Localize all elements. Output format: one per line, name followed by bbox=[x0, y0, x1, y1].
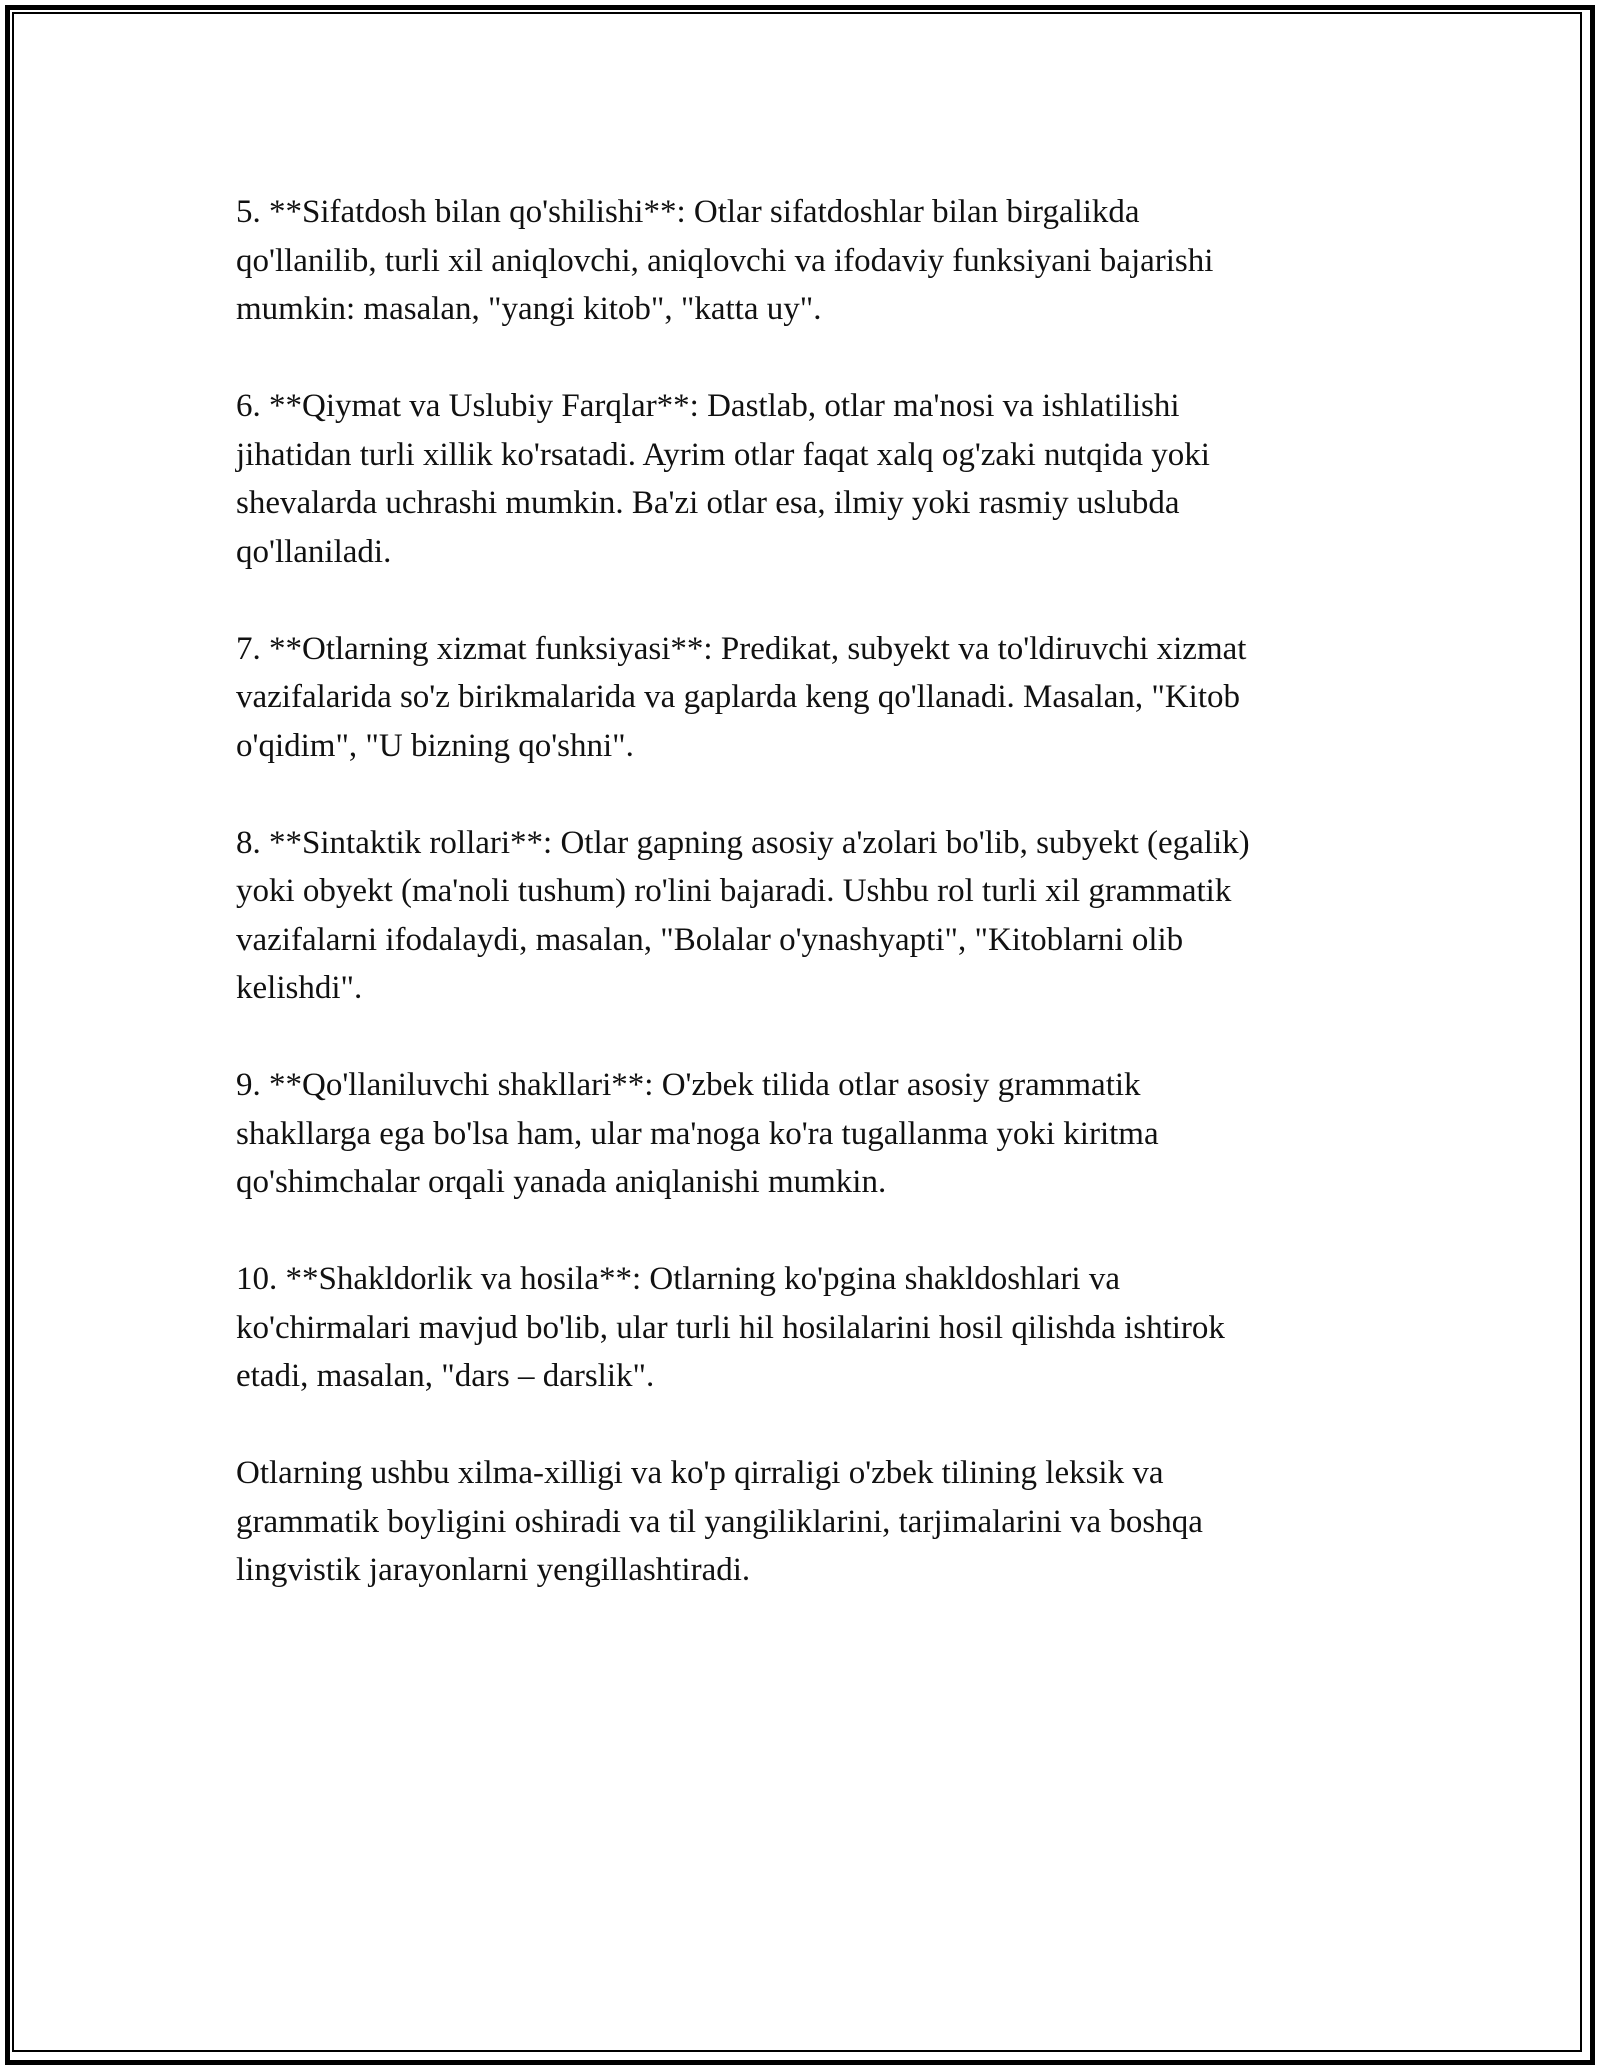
paragraph-conclusion: Otlarning ushbu xilma-xilligi va ko'p qirraligi o'zbek tilining leksik va grammatik boyligini oshiradi va til yangiliklarini, tarjimalarini va boshqa lingvistik jarayonlarni yengillashtiradi. bbox=[236, 1455, 1203, 1588]
paragraph-6-qiymat: 6. **Qiymat va Uslubiy Farqlar**: Dastlab, otlar ma'nosi va ishlatilishi jihatidan turli xillik ko'rsatadi. Ayrim otlar faqat xalq og'zaki nutqida yoki shevalarda uchrashi mumkin. Ba'zi otlar esa, ilmiy yoki rasmiy uslubda qo'llaniladi. bbox=[236, 388, 1210, 570]
paragraph-8-sintaktik-rollari: 8. **Sintaktik rollari**: Otlar gapning asosiy a'zolari bo'lib, subyekt (egalik) yoki obyekt (ma'noli tushum) ro'lini bajaradi. Ushbu rol turli xil grammatik vazifalarni ifodalaydi, masalan, "Bolalar o'ynashyapti", "Kitoblarni olib kelishdi". bbox=[236, 824, 1250, 1006]
paragraph-5-sifatdosh: 5. **Sifatdosh bilan qo'shilishi**: Otlar sifatdoshlar bilan birgalikda qo'llanilib, turli xil aniqlovchi, aniqlovchi va ifodaviy funksiyani bajarishi mumkin: masalan, "yangi kitob", "katta uy". bbox=[236, 194, 1214, 327]
paragraph-7-xizmat-funksiyasi: 7. **Otlarning xizmat funksiyasi**: Predikat, subyekt va to'ldiruvchi xizmat vazifalarida so'z birikmalarida va gaplarda keng qo'llanadi. Masalan, "Kitob o'qidim", "U bizning qo'shni". bbox=[236, 630, 1247, 764]
paragraph-9-shakllari: 9. **Qo'llaniluvchi shakllari**: O'zbek tilida otlar asosiy grammatik shakllarga ega bo'lsa ham, ular ma'noga ko'ra tugallanma yoki kiritma qo'shimchalar orqali yanada aniqlanishi mumkin. bbox=[236, 1067, 1159, 1200]
document-body bbox=[236, 188, 1386, 1643]
paragraph-10-shakldorlik: 10. **Shakldorlik va hosila**: Otlarning ko'pgina shakldoshlari va ko'chirmalari mavjud bo'lib, ular turli hil hosilalarini hosil qilishda ishtirok etadi, masalan, "dars – darslik". bbox=[236, 1261, 1225, 1394]
